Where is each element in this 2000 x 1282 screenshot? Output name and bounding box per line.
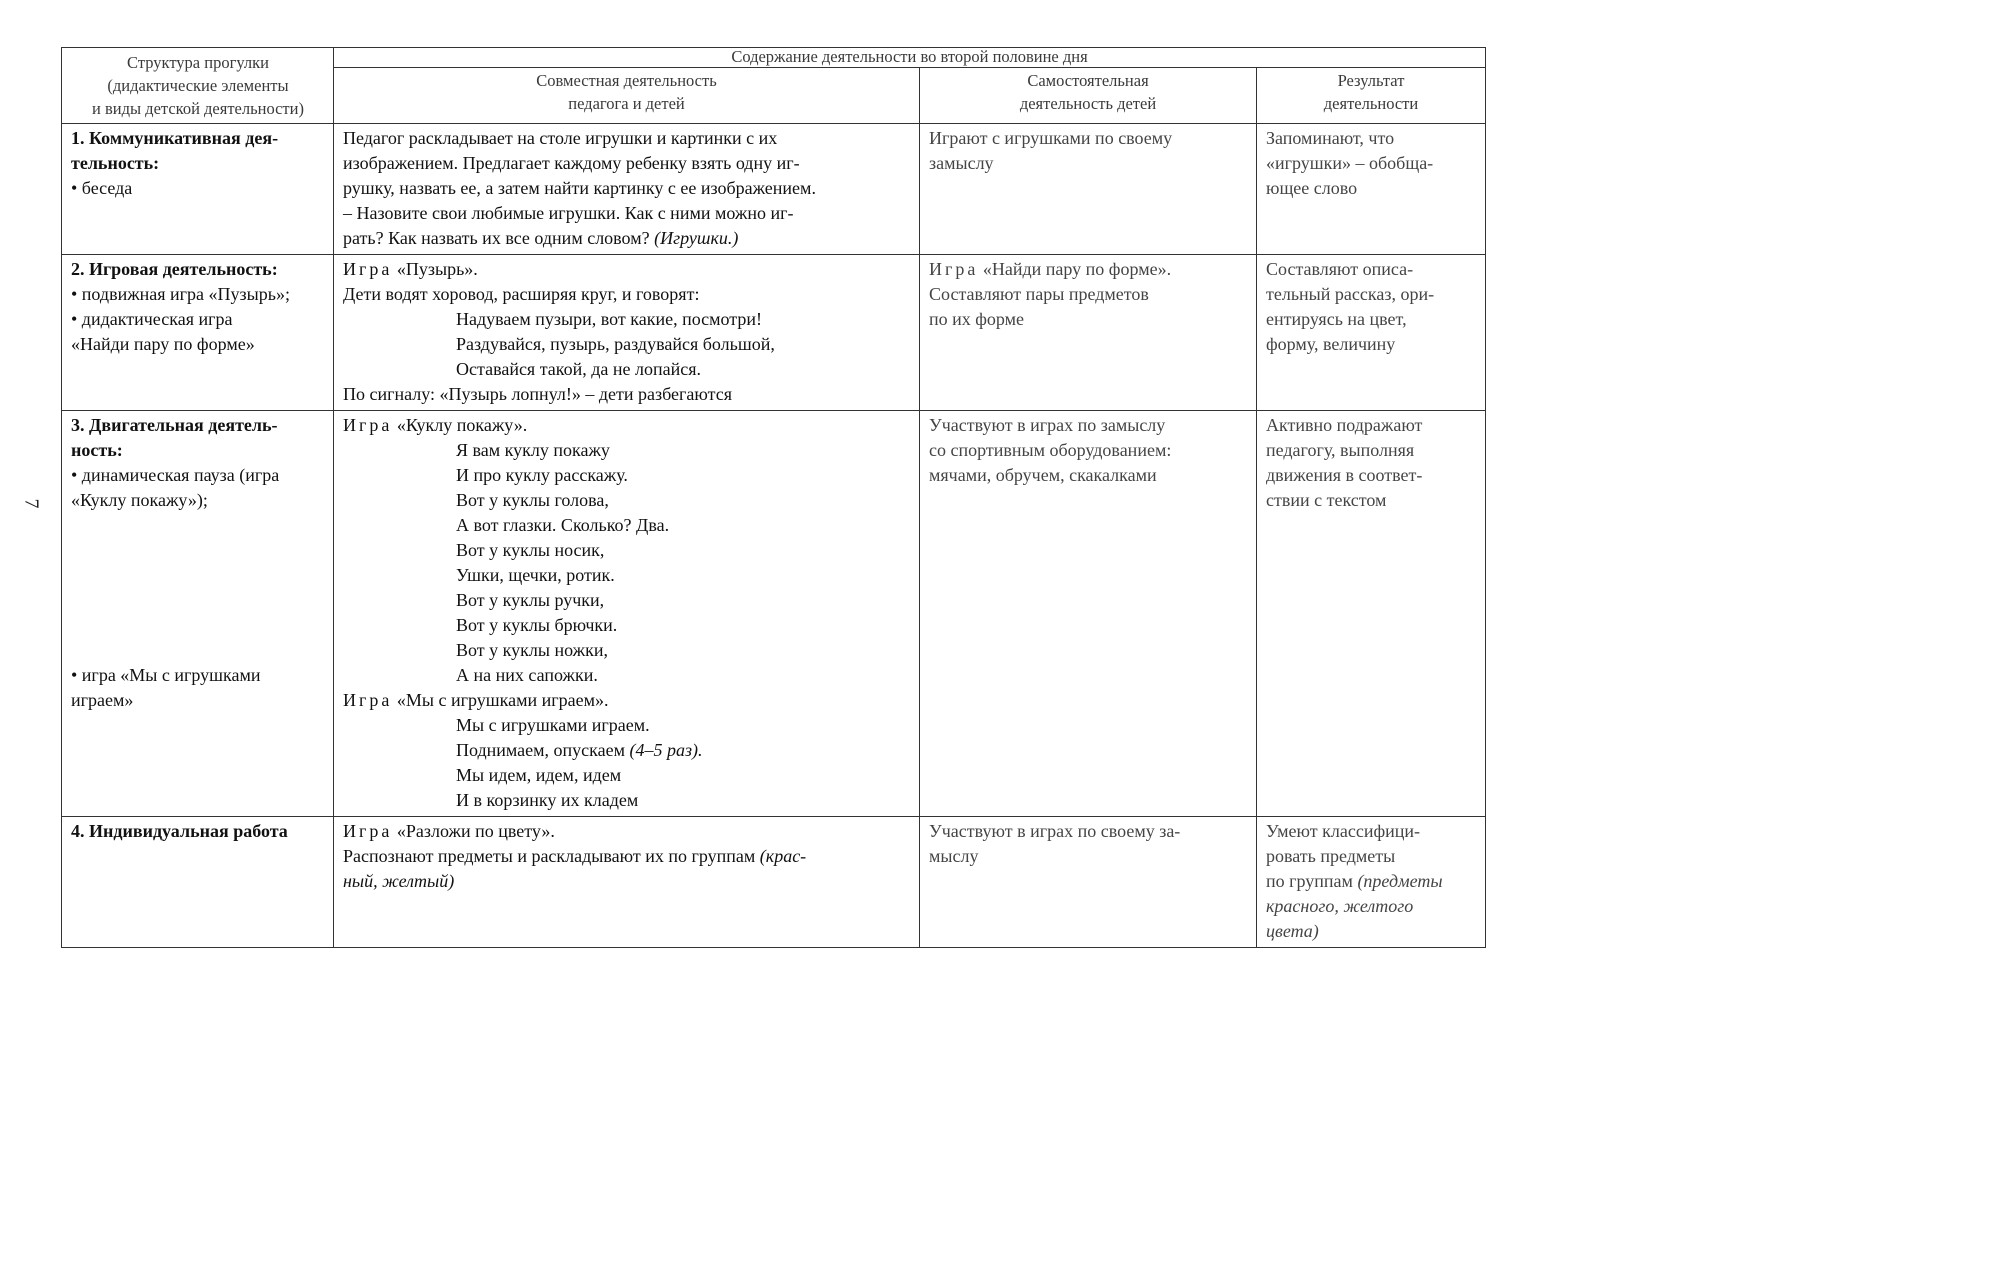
header-content-title: Содержание деятельности во второй половине дня: [334, 48, 1486, 68]
header-structure: Структура прогулки (дидактические элементы и виды детской деятельности): [62, 48, 334, 124]
row4-independent: Участвуют в играх по своему за- мыслу: [920, 817, 1257, 948]
table-row: [62, 124, 1486, 255]
row1-structure: 1. Коммуникативная дея- тельность: • беседа: [62, 124, 334, 255]
row1-result: Запоминают, что «игрушки» – обобща- ющее слово: [1257, 124, 1486, 255]
row4-result: Умеют классифици- ровать предметы по группам (предметы красного, желтого цвета): [1257, 817, 1486, 948]
row3-structure: 3. Двигательная деятель- ность: • динамическая пауза (игра «Куклу покажу»); • игра «Мы с игрушками играем»: [62, 411, 334, 817]
row2-joint: Игра «Пузырь». Дети водят хоровод, расширяя круг, и говорят: Надуваем пузыри, вот какие, посмотри! Раздувайся, пузырь, раздувайся большой, Оставайся такой, да не лопайся. По сигналу: «Пузырь лопнул!» – дети разбегаются: [334, 255, 920, 411]
header-result: Результат деятельности: [1257, 68, 1486, 124]
row1-joint: Педагог раскладывает на столе игрушки и картинки с их изображением. Предлагает каждому ребенку взять одну иг- рушку, назвать ее, а затем найти картинку с ее изображением. – Назовите свои любимые игрушки. Как с ними можно иг- рать? Как назвать их все одним словом? (Игрушки.): [334, 124, 920, 255]
header-independent: Самостоятельная деятельность детей: [920, 68, 1257, 124]
row2-structure: 2. Игровая деятельность: • подвижная игра «Пузырь»; • дидактическая игра «Найди пару по форме»: [62, 255, 334, 411]
header-row-top: [62, 48, 1486, 68]
row3-independent: Участвуют в играх по замыслу со спортивным оборудованием: мячами, обручем, скакалками: [920, 411, 1257, 817]
row4-structure: 4. Индивидуальная работа: [62, 817, 334, 948]
table-row: [62, 255, 1486, 411]
activity-plan-table: [61, 47, 1486, 948]
row3-result: Активно подражают педагогу, выполняя движения в соответ- ствии с текстом: [1257, 411, 1486, 817]
row4-joint: Игра «Разложи по цвету». Распознают предметы и раскладывают их по группам (крас- ный, желтый): [334, 817, 920, 948]
row1-independent: Играют с игрушками по своему замыслу: [920, 124, 1257, 255]
row3-joint: Игра «Куклу покажу». Я вам куклу покажу И про куклу расскажу. Вот у куклы голова, А вот глазки. Сколько? Два. Вот у куклы носик, Ушки, щечки, ротик. Вот у куклы ручки, Вот у куклы брючки. Вот у куклы ножки, А на них сапожки. Игра «Мы с игрушками играем». Мы с игрушками играем. Поднимаем, опускаем (4–5 раз). Мы идем, идем, идем И в корзинку их кладем: [334, 411, 920, 817]
page-number: 7: [20, 498, 43, 509]
table-row: [62, 817, 1486, 948]
row2-result: Составляют описа- тельный рассказ, ори- ентируясь на цвет, форму, величину: [1257, 255, 1486, 411]
row2-independent: Игра «Найди пару по форме». Составляют пары предметов по их форме: [920, 255, 1257, 411]
header-joint: Совместная деятельность педагога и детей: [334, 68, 920, 124]
table-row: [62, 411, 1486, 817]
